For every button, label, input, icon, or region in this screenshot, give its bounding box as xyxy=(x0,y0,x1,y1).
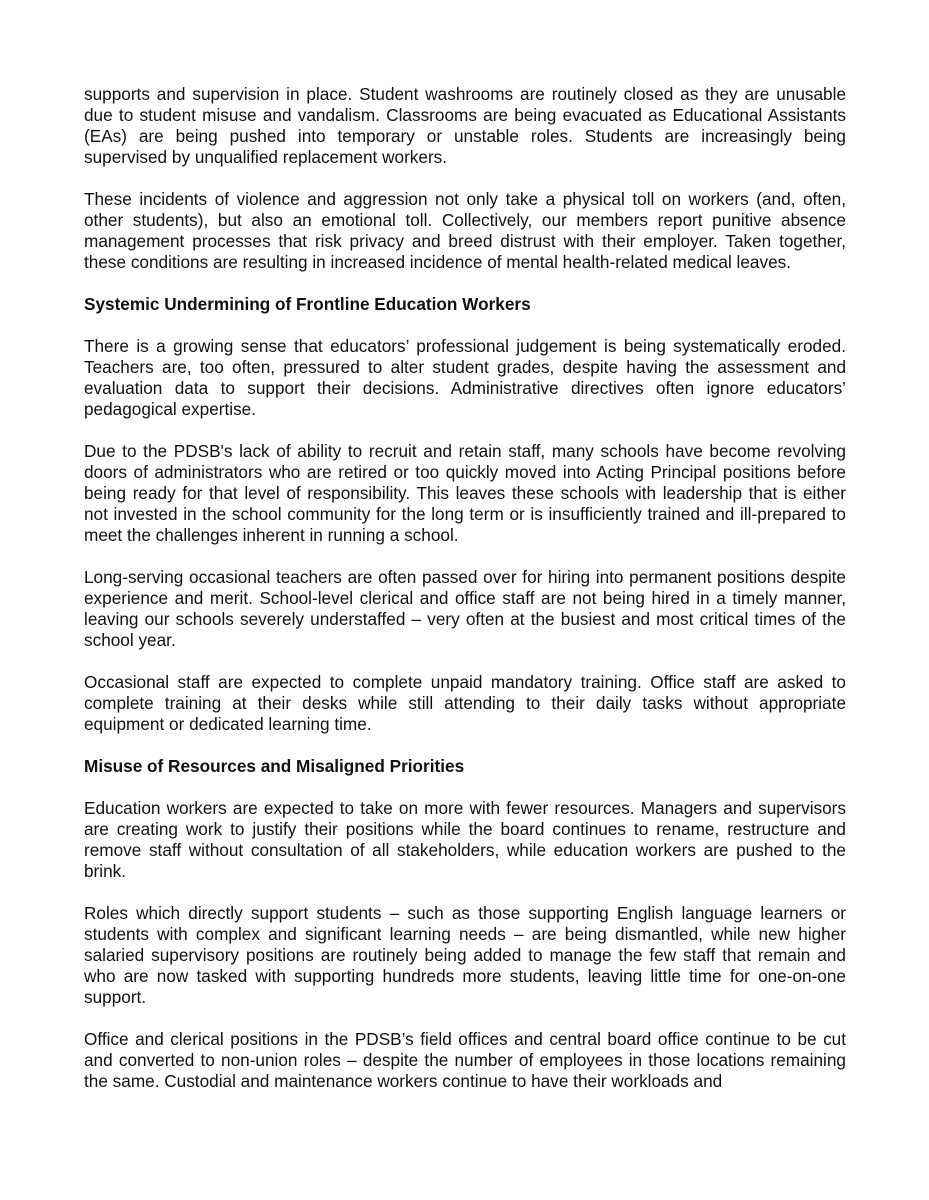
paragraph-violence-toll: These incidents of violence and aggression not only take a physical toll on workers (and, often, other students), but also an emotional toll. Collectively, our members report punitive absence management processes that risk privacy and breed distrust with their employer. Taken together, these conditions are resulting in increased incidence of mental health-related medical leaves. xyxy=(84,189,846,272)
section-heading-misuse-resources: Misuse of Resources and Misaligned Priorities xyxy=(84,756,465,776)
paragraph-office-clerical: Office and clerical positions in the PDSB’s field offices and central board office continue to be cut and converted to non-union roles – despite the number of employees in those locations remaining the same. Custodial and maintenance workers continue to have their workloads and xyxy=(84,1029,846,1091)
paragraph-fewer-resources: Education workers are expected to take on more with fewer resources. Managers and supervisors are creating work to justify their positions while the board continues to rename, restructure and remove staff without consultation of all stakeholders, while education workers are pushed to the brink. xyxy=(84,798,846,881)
paragraph-occasional-teachers: Long-serving occasional teachers are often passed over for hiring into permanent positions despite experience and merit. School-level clerical and office staff are not being hired in a timely manner, leaving our schools severely understaffed – very often at the busiest and most critical times of the school year. xyxy=(84,567,846,650)
document-page xyxy=(84,84,846,1113)
section-heading-systemic-undermining: Systemic Undermining of Frontline Education Workers xyxy=(84,294,531,314)
paragraph-roles-dismantled: Roles which directly support students – such as those supporting English language learners or students with complex and significant learning needs – are being dismantled, while new higher salaried supervisory positions are routinely being added to manage the few staff that remain and who are now tasked with supporting hundreds more students, leaving little time for one-on-one support. xyxy=(84,903,846,1007)
paragraph-supports-supervision: supports and supervision in place. Student washrooms are routinely closed as they are unusable due to student misuse and vandalism. Classrooms are being evacuated as Educational Assistants (EAs) are being pushed into temporary or unstable roles. Students are increasingly being supervised by unqualified replacement workers. xyxy=(84,84,846,167)
paragraph-recruit-retain: Due to the PDSB's lack of ability to recruit and retain staff, many schools have become revolving doors of administrators who are retired or too quickly moved into Acting Principal positions before being ready for that level of responsibility. This leaves these schools with leadership that is either not invested in the school community for the long term or is insufficiently trained and ill-prepared to meet the challenges inherent in running a school. xyxy=(84,441,846,545)
paragraph-unpaid-training: Occasional staff are expected to complete unpaid mandatory training. Office staff are asked to complete training at their desks while still attending to their daily tasks without appropriate equipment or dedicated learning time. xyxy=(84,672,846,734)
paragraph-professional-judgement: There is a growing sense that educators’ professional judgement is being systematically eroded. Teachers are, too often, pressured to alter student grades, despite having the assessment and evaluation data to support their decisions. Administrative directives often ignore educators’ pedagogical expertise. xyxy=(84,336,846,419)
